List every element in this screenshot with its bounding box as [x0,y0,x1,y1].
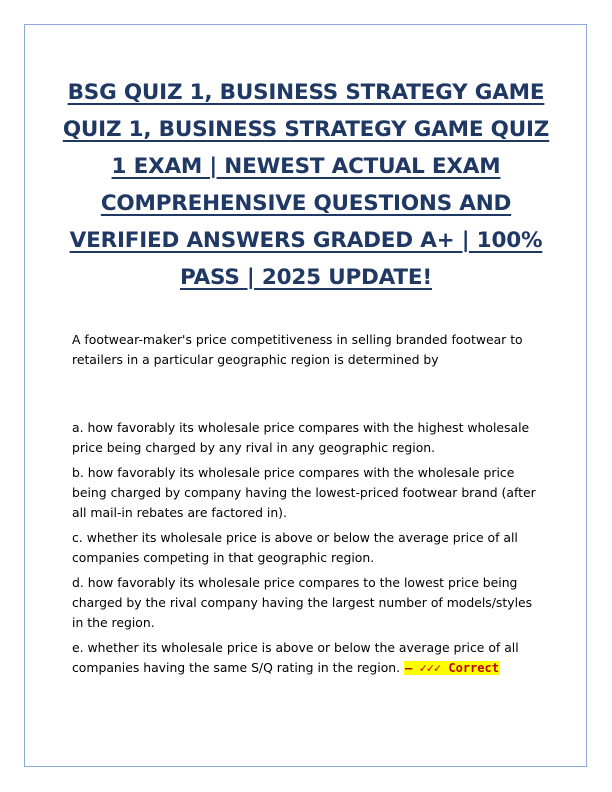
option-e [72,638,544,678]
document-title: BSG QUIZ 1, BUSINESS STRATEGY GAME QUIZ 1, BUSINESS STRATEGY GAME QUIZ 1 EXAM | NEWEST ACTUAL EXAM COMPREHENSIVE QUESTIONS AND VERIFIED ANSWERS GRADED A+ | 100% PASS | 2025 UPDATE! [62,80,550,290]
question-block [72,330,544,683]
option-d: d. how favorably its wholesale price compares to the lowest price being charged by the rival company having the largest number of models/styles in the region. [72,575,533,630]
correct-answer-marker: – ✓✓✓ Correct [405,661,499,675]
option-e-text: e. whether its wholesale price is above or below the average price of all companies having the same S/Q rating in the region. [72,640,519,675]
option-a: a. how favorably its wholesale price compares with the highest wholesale price being charged by any rival in any geographic region. [72,420,530,455]
option-b: b. how favorably its wholesale price compares with the wholesale price being charged by company having the lowest-priced footwear brand (after all mail-in rebates are factored in). [72,465,536,520]
option-c: c. whether its wholesale price is above or below the average price of all companies competing in that geographic region. [72,530,518,565]
question-text: A footwear-maker's price competitiveness in selling branded footwear to retailers in a particular geographic region is determined by [72,332,523,367]
